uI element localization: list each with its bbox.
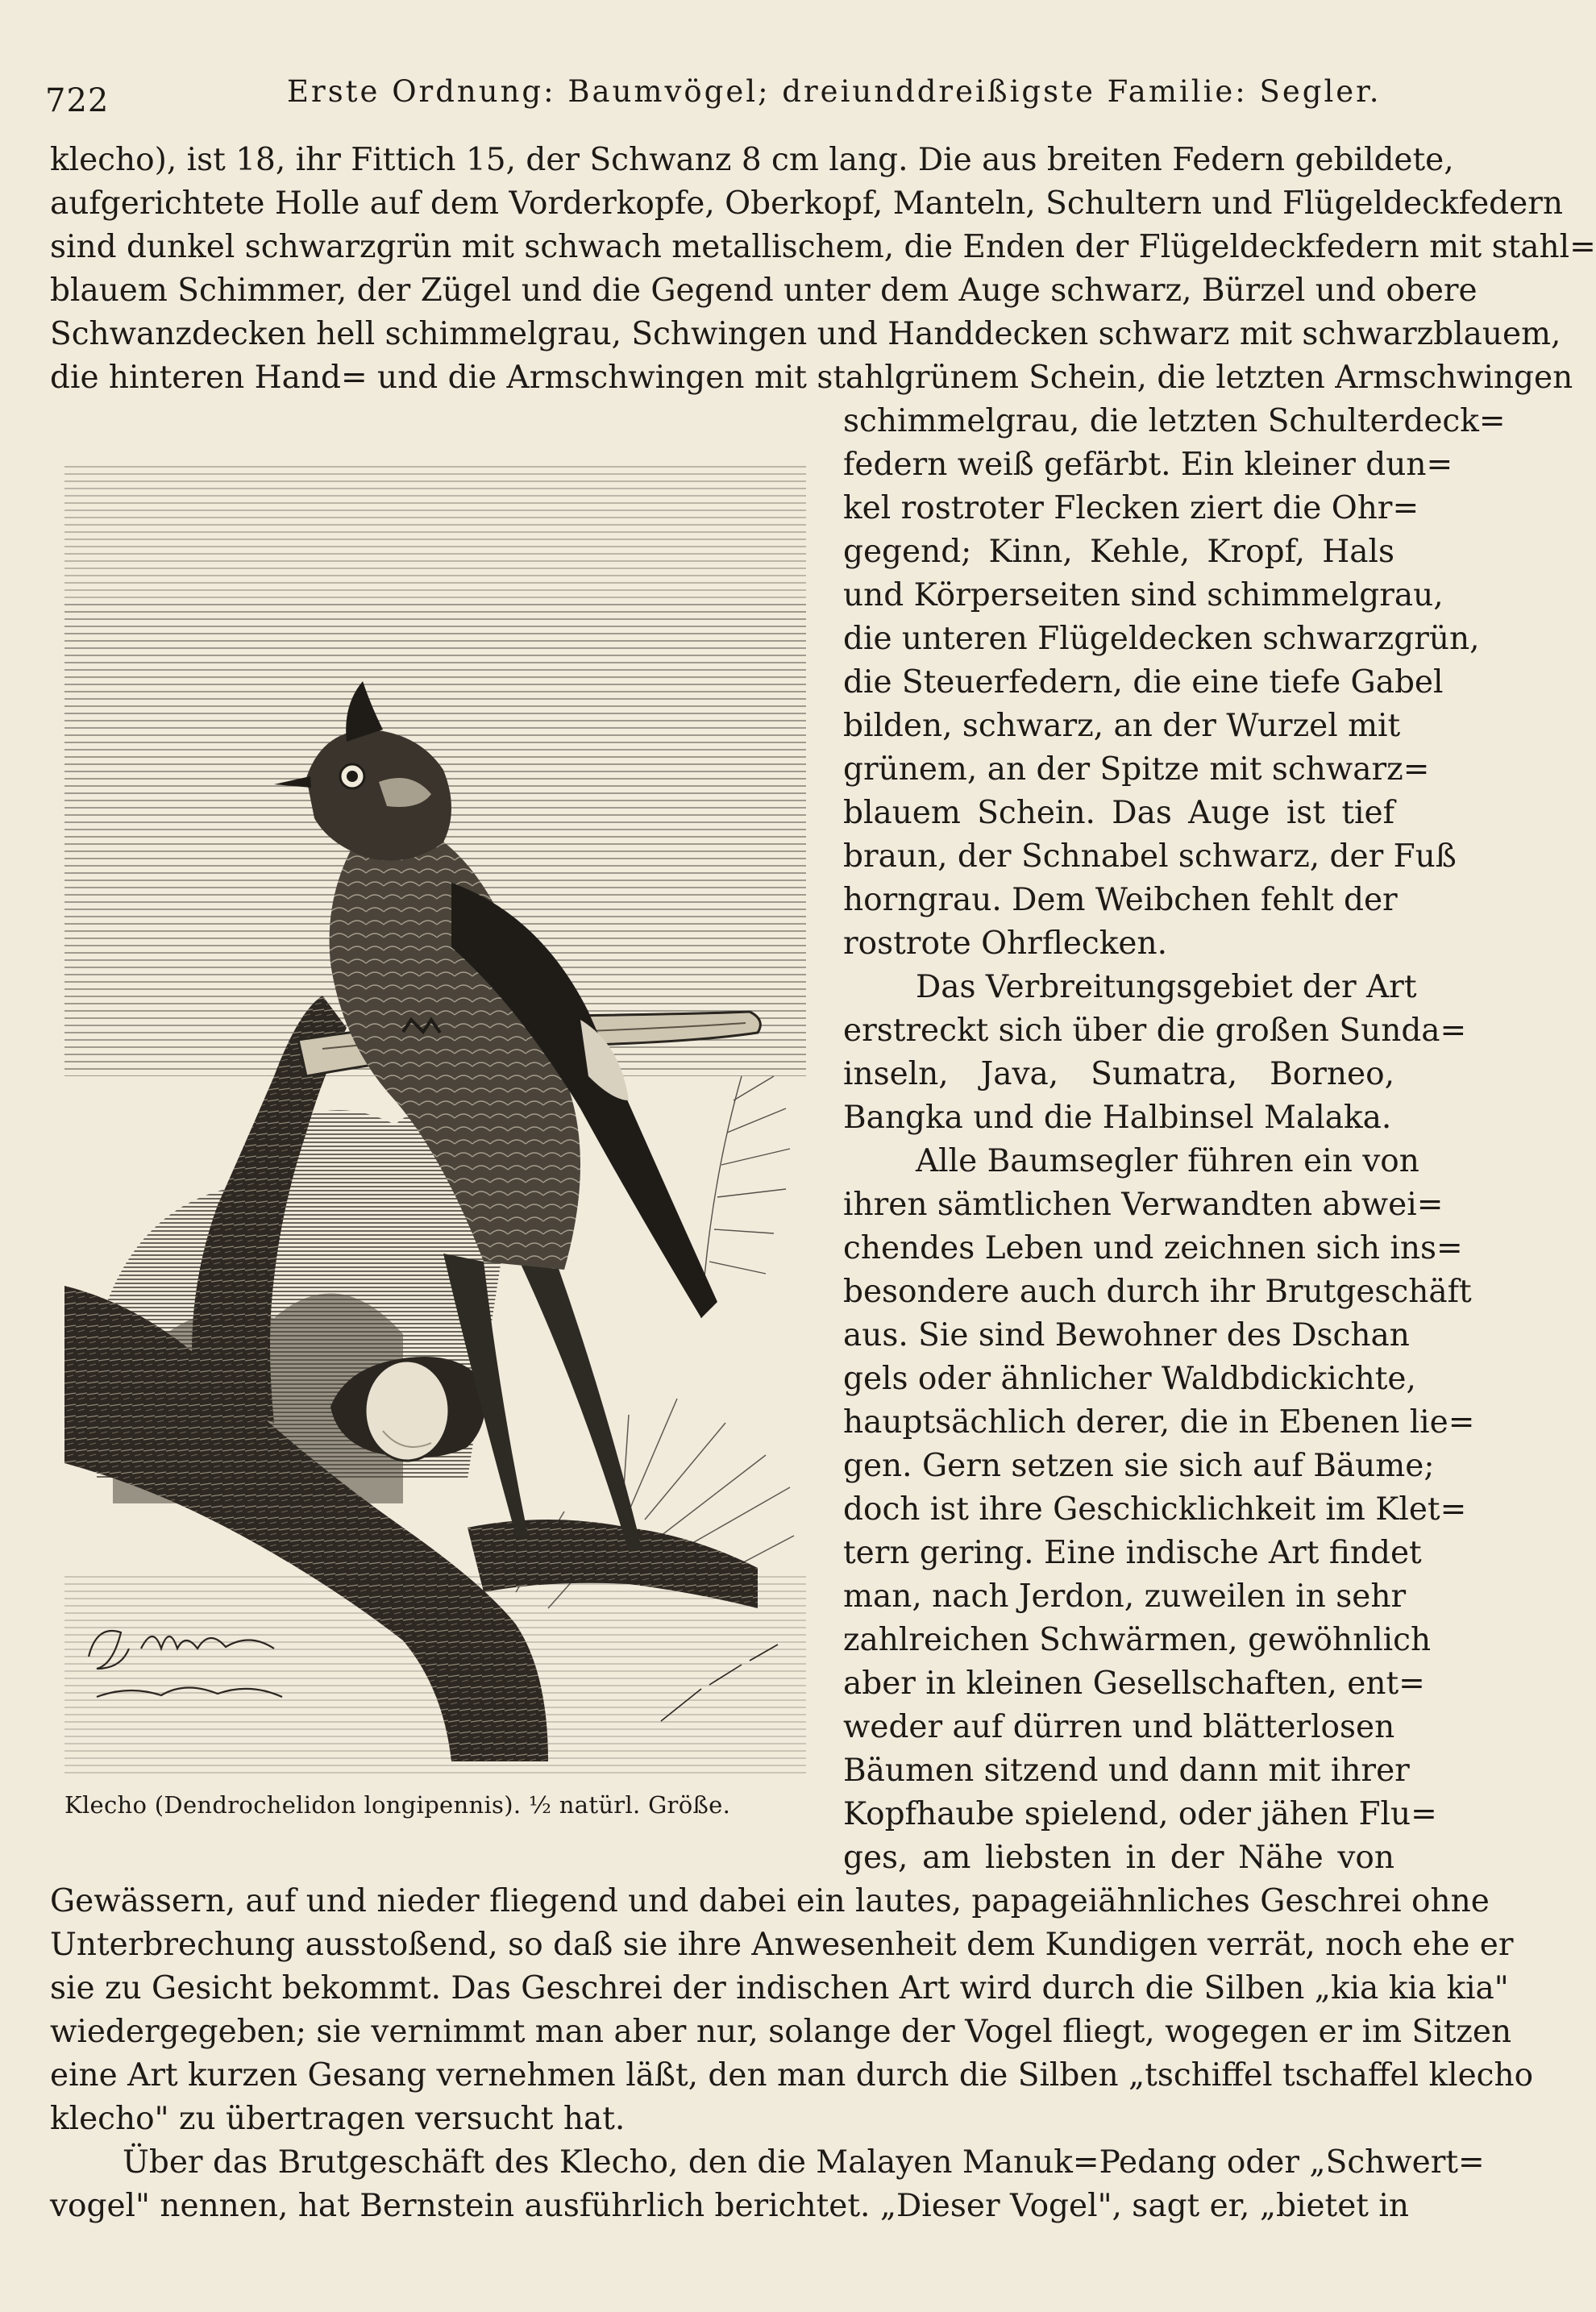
text-line: gegend; Kinn, Kehle, Kropf, Hals <box>843 534 1394 570</box>
text-line: Über das Brutgeschäft des Klecho, den die Malayen Manuk=Pedang oder „Schwert= <box>123 2144 1485 2181</box>
text-line: Das Verbreitungsgebiet der Art <box>916 969 1417 1005</box>
text-line: grünem, an der Spitze mit schwarz= <box>843 751 1430 788</box>
text-line: hauptsächlich derer, die in Ebenen lie= <box>843 1404 1475 1441</box>
text-line: rostrote Ohrflecken. <box>843 925 1167 962</box>
text-line: schimmelgrau, die letzten Schulterdeck= <box>843 403 1506 439</box>
text-line: Unterbrechung ausstoßend, so daß sie ihre Anwesenheit dem Kundigen verrät, noch ehe er <box>50 1927 1514 1963</box>
text-line: die unteren Flügeldecken schwarzgrün, <box>843 621 1480 657</box>
text-line: Kopfhaube spielend, oder jähen Flu= <box>843 1796 1437 1832</box>
text-line: aufgerichtete Holle auf dem Vorderkopfe, Oberkopf, Manteln, Schultern und Flügeldeckfedern <box>50 185 1563 222</box>
text-line: eine Art kurzen Gesang vernehmen läßt, den man durch die Silben „tschiffel tschaffel klecho <box>50 2057 1534 2094</box>
text-line: Bangka und die Halbinsel Malaka. <box>843 1100 1392 1136</box>
text-line: kel rostroter Flecken ziert die Ohr= <box>843 490 1419 526</box>
text-line: Schwanzdecken hell schimmelgrau, Schwingen und Handdecken schwarz mit schwarzblauem, <box>50 316 1561 352</box>
text-line: gen. Gern setzen sie sich auf Bäume; <box>843 1448 1435 1484</box>
text-line: besondere auch durch ihr Brutgeschäft <box>843 1274 1472 1310</box>
text-line: tern gering. Eine indische Art findet <box>843 1535 1422 1571</box>
text-line: klecho), ist 18, ihr Fittich 15, der Schwanz 8 cm lang. Die aus breiten Federn gebildete, <box>50 142 1454 178</box>
bird-engraving <box>64 464 806 1778</box>
text-line: blauem Schimmer, der Zügel und die Gegend unter dem Auge schwarz, Bürzel und obere <box>50 272 1478 309</box>
page-number: 722 <box>45 82 110 119</box>
text-line: braun, der Schnabel schwarz, der Fuß <box>843 838 1457 875</box>
text-line: erstreckt sich über die großen Sunda= <box>843 1013 1467 1049</box>
page-header <box>45 74 1391 131</box>
text-line: chendes Leben und zeichnen sich ins= <box>843 1230 1463 1266</box>
text-line: die Steuerfedern, die eine tiefe Gabel <box>843 664 1444 701</box>
text-line: doch ist ihre Geschicklichkeit im Klet= <box>843 1491 1467 1528</box>
text-line: zahlreichen Schwärmen, gewöhnlich <box>843 1622 1432 1658</box>
text-line: und Körperseiten sind schimmelgrau, <box>843 577 1444 613</box>
text-line: federn weiß gefärbt. Ein kleiner dun= <box>843 447 1453 483</box>
text-line: man, nach Jerdon, zuweilen in sehr <box>843 1578 1407 1615</box>
text-line: Gewässern, auf und nieder fliegend und dabei ein lautes, papageiähnliches Geschrei ohne <box>50 1883 1490 1919</box>
text-line: ges, am liebsten in der Nähe von <box>843 1840 1394 1876</box>
text-line: blauem Schein. Das Auge ist tief <box>843 795 1394 831</box>
text-line: wiedergegeben; sie vernimmt man aber nur, solange der Vogel fliegt, wogegen er im Sitzen <box>50 2014 1512 2050</box>
text-line: klecho" zu übertragen versucht hat. <box>50 2101 626 2137</box>
text-line: aber in kleinen Gesellschaften, ent= <box>843 1665 1425 1702</box>
text-line: Bäumen sitzend und dann mit ihrer <box>843 1753 1410 1789</box>
text-line: inseln, Java, Sumatra, Borneo, <box>843 1056 1394 1092</box>
text-line: aus. Sie sind Bewohner des Dschan <box>843 1317 1410 1354</box>
engraving-illustration <box>64 464 806 1778</box>
text-line: vogel" nennen, hat Bernstein ausführlich berichtet. „Dieser Vogel", sagt er, „bietet in <box>50 2188 1409 2224</box>
text-line: ihren sämtlichen Verwandten abwei= <box>843 1187 1444 1223</box>
text-line: gels oder ähnlicher Waldbdickichte, <box>843 1361 1416 1397</box>
text-line: weder auf dürren und blätterlosen <box>843 1709 1395 1745</box>
text-line: horngrau. Dem Weibchen fehlt der <box>843 882 1398 918</box>
figure-caption: Klecho (Dendrochelidon longipennis). ½ natürl. Größe. <box>64 1791 731 1819</box>
text-line: sie zu Gesicht bekommt. Das Geschrei der indischen Art wird durch die Silben „kia kia kia" <box>50 1970 1509 2006</box>
text-line: die hinteren Hand= und die Armschwingen mit stahlgrünem Schein, die letzten Armschwingen <box>50 360 1573 396</box>
running-head: Erste Ordnung: Baumvögel; dreiunddreißigste Familie: Segler. <box>287 74 1382 109</box>
text-line: bilden, schwarz, an der Wurzel mit <box>843 708 1401 744</box>
text-line: sind dunkel schwarzgrün mit schwach metallischem, die Enden der Flügeldeckfedern mit stahl= <box>50 229 1596 265</box>
text-line: Alle Baumsegler führen ein von <box>916 1143 1419 1179</box>
